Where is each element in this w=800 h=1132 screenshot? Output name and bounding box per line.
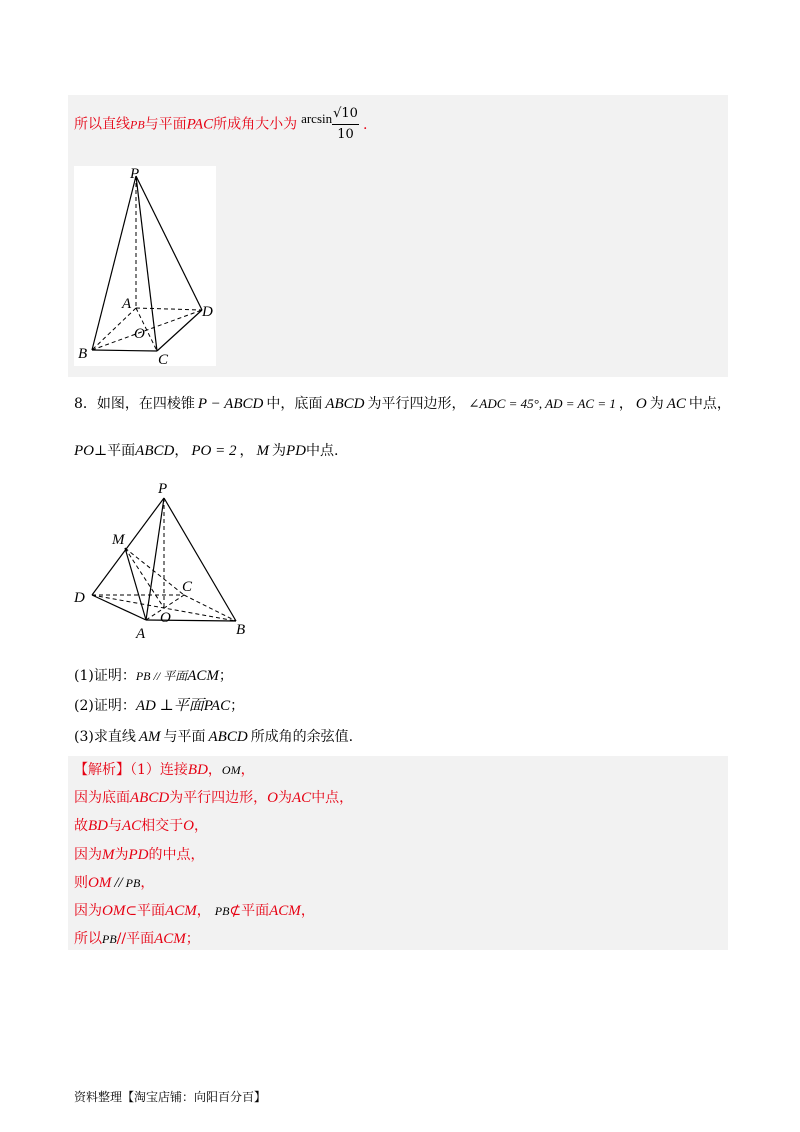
label-c: C [182,579,193,595]
question-3: (3)求直线 AM 与平面 ABCD 所成角的余弦值. [74,729,354,745]
footer-source: 资料整理【淘宝店铺：向阳百分百】 [74,1090,267,1104]
question-1: (1)证明：PB // 平面ACM； [74,668,233,684]
problem-8-line-1: 8．如图，在四棱锥 P − ABCD 中，底面 ABCD 为平行四边形， ∠ADC = 45°, AD = AC = 1 ， O 为 AC 中点， [74,396,731,412]
solution-line-7: 所以PB//平面ACM； [74,931,200,947]
label-b: B [236,622,246,638]
label-p: P [158,481,168,497]
solution-line-1: 【解析】（1）连接BD，OM， [74,762,255,778]
fraction: $\frac{√10}{10}$ [333,106,358,142]
pyramid-diagram-1 [74,166,216,366]
label-a: A [136,626,146,642]
solution-line-6: 因为OM⊂平面ACM， PB⊄平面ACM， [74,903,315,919]
label-d: D [74,590,85,606]
label-o: O [134,326,145,342]
arcsin-text: arcsin [301,110,333,126]
solution-line-4: 因为M为PD的中点， [74,847,205,863]
label-p: P [130,166,140,182]
question-2: (2)证明：AD ⊥平面PAC； [74,698,245,714]
pyramid-figure-2 [70,478,260,646]
solution-line-2: 因为底面ABCD为平行四边形，O为AC中点， [74,790,354,806]
solution-line-3: 故BD与AC相交于O， [74,818,209,834]
conclusion-line: 所以直线PB与平面PAC所成角大小为 arcsin $\frac{√10}{10}$ . [74,104,367,145]
label-m: M [112,532,125,548]
label-c: C [158,352,169,366]
label-a: A [122,296,132,312]
label-b: B [78,346,88,362]
analysis-tag: 【解析】 [74,762,130,778]
label-o: O [160,610,171,626]
solution-line-5: 则OM // PB， [74,875,155,891]
pyramid-figure-1 [74,166,216,366]
problem-8-line-2: PO⊥平面ABCD， PO = 2 ， M 为PD中点. [74,443,339,459]
pyramid-diagram-2 [70,478,260,646]
label-d: D [202,304,213,320]
